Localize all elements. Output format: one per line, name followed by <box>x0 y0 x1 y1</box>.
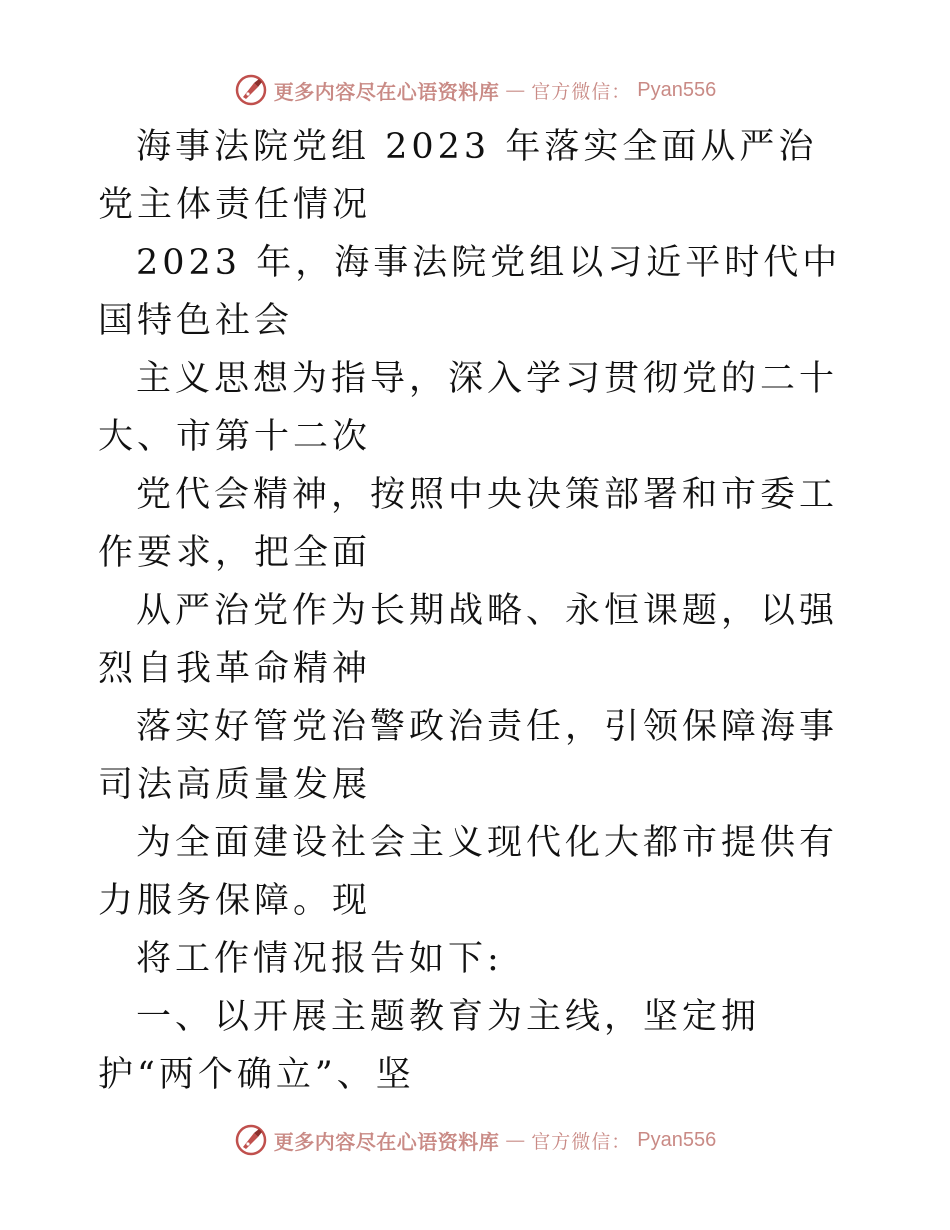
body-paragraph: 从严治党作为长期战略、永恒课题，以强烈自我革命精神 <box>98 591 839 689</box>
pen-nib-logo-icon <box>234 1123 268 1157</box>
document-body <box>98 118 853 1104</box>
header-watermark <box>0 70 950 110</box>
body-paragraph: 党代会精神，按照中央决策部署和市委工作要求，把全面 <box>98 475 839 573</box>
section-heading: 一、以开展主题教育为主线，坚定拥护“两个确立”、坚 <box>98 997 761 1095</box>
body-paragraph: 为全面建设社会主义现代化大都市提供有力服务保障。现 <box>98 823 839 921</box>
watermark-site-text: 更多内容尽在心语资料库 <box>273 1129 500 1154</box>
body-paragraph: 将工作情况报告如下: <box>136 939 503 979</box>
document-title: 海事法院党组 2023 年落实全面从严治党主体责任情况 <box>98 127 818 225</box>
watermark-wechat-id: Pyan556 <box>637 78 717 101</box>
watermark-separator: — <box>505 1128 526 1152</box>
body-paragraph: 落实好管党治警政治责任，引领保障海事司法高质量发展 <box>98 707 839 805</box>
watermark-site-text: 更多内容尽在心语资料库 <box>273 79 500 104</box>
body-paragraph: 主义思想为指导，深入学习贯彻党的二十大、市第十二次 <box>98 359 839 457</box>
watermark-wechat-id: Pyan556 <box>637 1128 717 1151</box>
footer-watermark <box>0 1120 950 1160</box>
watermark-wechat-label: 官方微信： <box>531 1130 632 1153</box>
watermark-separator: — <box>505 78 526 102</box>
pen-nib-logo-icon <box>234 73 268 107</box>
watermark-wechat-label: 官方微信： <box>531 80 632 103</box>
body-paragraph: 2023 年，海事法院党组以习近平时代中国特色社会 <box>98 243 842 341</box>
